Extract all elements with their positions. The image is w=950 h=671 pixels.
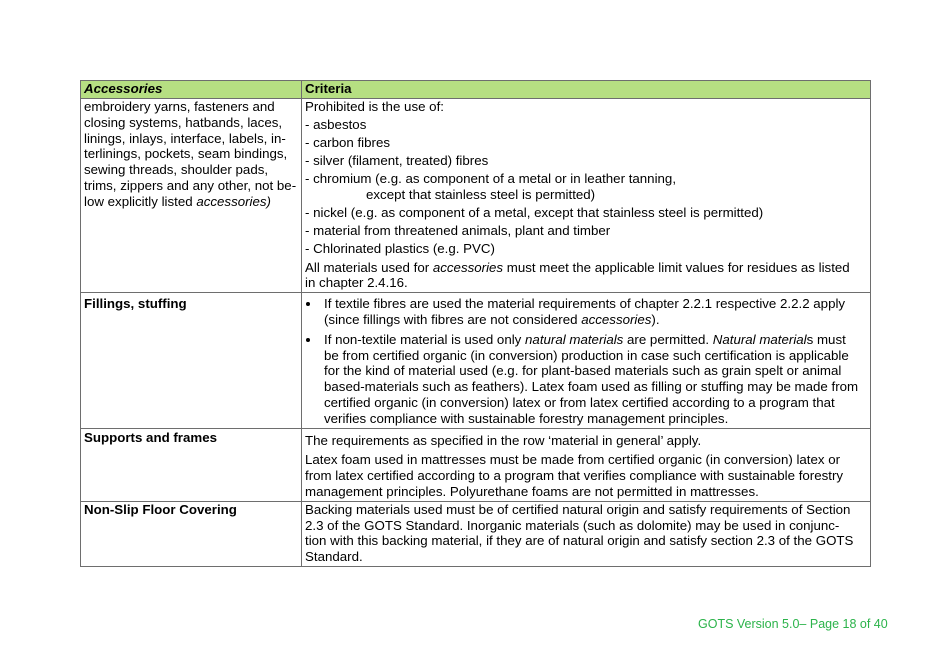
bullet-text: ). [651, 311, 660, 327]
page-footer: GOTS Version 5.0– Page 18 of 40 [698, 617, 888, 631]
supports-line: Latex foam used in mattresses must be made from certified organic (in conversion) latex or [305, 452, 841, 468]
prohibited-item: - carbon fibres [305, 135, 390, 151]
category-text: low explicitly listed [84, 193, 197, 209]
bullet-text: are permitted. [623, 331, 713, 347]
category-line: linings, inlays, interface, labels, in- [84, 130, 286, 146]
prohibited-item: - asbestos [305, 117, 367, 133]
table-row [81, 99, 871, 293]
residue-note-line: in chapter 2.4.16. [305, 275, 408, 291]
header-accessories: Accessories [81, 81, 302, 99]
floor-covering-line: 2.3 of the GOTS Standard. Inorganic materials (such as dolomite) may be used in conjunc- [305, 517, 840, 533]
bullet-text: If non-textile material is used only [324, 331, 526, 347]
bullet-italic: Natural material [712, 331, 807, 347]
prohibited-item: - material from threatened animals, plant and timber [305, 223, 611, 239]
bullet-text: (since fillings with fibres are not considered [324, 311, 582, 327]
category-line: trims, zippers and any other, not be- [84, 177, 297, 193]
prohibited-item: - nickel (e.g. as component of a metal, except that stainless steel is permitted) [305, 205, 764, 221]
accessories-list-cell [81, 99, 302, 293]
note-italic: accessories [432, 259, 504, 275]
bullet-text: s must [806, 331, 846, 347]
prohibited-item: - silver (filament, treated) fibres [305, 153, 489, 169]
category-line: terlinings, pockets, seam bindings, [84, 146, 288, 162]
row-label-fillings: Fillings, stuffing [81, 293, 302, 428]
floor-covering-criteria-cell [302, 501, 871, 566]
floor-covering-line: Standard. [305, 549, 363, 565]
fillings-bullet-list [305, 296, 868, 426]
supports-criteria-cell [302, 428, 871, 501]
bullet-line: If textile fibres are used the material requirements of chapter 2.2.1 respective 2.2.2 apply [324, 296, 846, 312]
floor-covering-line: Backing materials used must be of certified natural origin and satisfy requirements of Section [305, 501, 851, 517]
category-line: closing systems, hatbands, laces, [84, 114, 283, 130]
prohibited-item-continuation: except that stainless steel is permitted) [366, 187, 596, 203]
table-row [81, 293, 871, 428]
bullet-line [324, 312, 868, 328]
list-item [305, 296, 868, 328]
prohibited-item: - chromium (e.g. as component of a metal or in leather tanning, [305, 171, 677, 187]
fillings-criteria-cell [302, 293, 871, 428]
bullet-line: verifies compliance with sustainable forestry management principles. [324, 410, 729, 426]
accessories-criteria-cell [302, 99, 871, 293]
table-row [81, 501, 871, 566]
supports-line: from latex certified according to a program that verifies compliance with sustainable forestry [305, 468, 844, 484]
prohibited-intro: Prohibited is the use of: [305, 99, 444, 114]
bullet-italic: accessories [581, 311, 652, 327]
category-line [84, 194, 299, 210]
category-italic-text: accessories) [196, 193, 271, 209]
note-text: must meet the applicable limit values for residues as listed [503, 259, 850, 275]
supports-paragraph: The requirements as specified in the row ‘material in general’ apply. [305, 432, 702, 448]
category-line: sewing threads, shoulder pads, [84, 162, 269, 178]
bullet-line: certified organic (in conversion) latex or from latex certified according to a program that [324, 394, 835, 410]
bullet-italic: natural materials [525, 331, 624, 347]
floor-covering-line: tion with this backing material, if they are of natural origin and satisfy section 2.3 of the GOTS [305, 533, 854, 549]
bullet-line: for the kind of material used (e.g. for plant-based materials such as grain spelt or animal [324, 363, 842, 379]
row-label-supports: Supports and frames [81, 428, 302, 501]
residue-note [305, 260, 868, 276]
supports-line: management principles. Polyurethane foams are not permitted in mattresses. [305, 483, 759, 499]
category-line: embroidery yarns, fasteners and [84, 99, 275, 114]
table-row [81, 428, 871, 501]
bullet-line: be from certified organic (in conversion) production in case such certification is applicable [324, 347, 849, 363]
header-criteria: Criteria [302, 81, 871, 99]
list-item [305, 332, 868, 427]
table-header-row [81, 81, 871, 99]
prohibited-item: - Chlorinated plastics (e.g. PVC) [305, 241, 495, 257]
criteria-table [80, 80, 871, 567]
row-label-floor-covering: Non-Slip Floor Covering [81, 501, 302, 566]
bullet-line: based-materials such as feathers). Latex foam used as filling or stuffing may be made from [324, 379, 859, 395]
bullet-line [324, 332, 868, 348]
note-text: All materials used for [305, 259, 433, 275]
